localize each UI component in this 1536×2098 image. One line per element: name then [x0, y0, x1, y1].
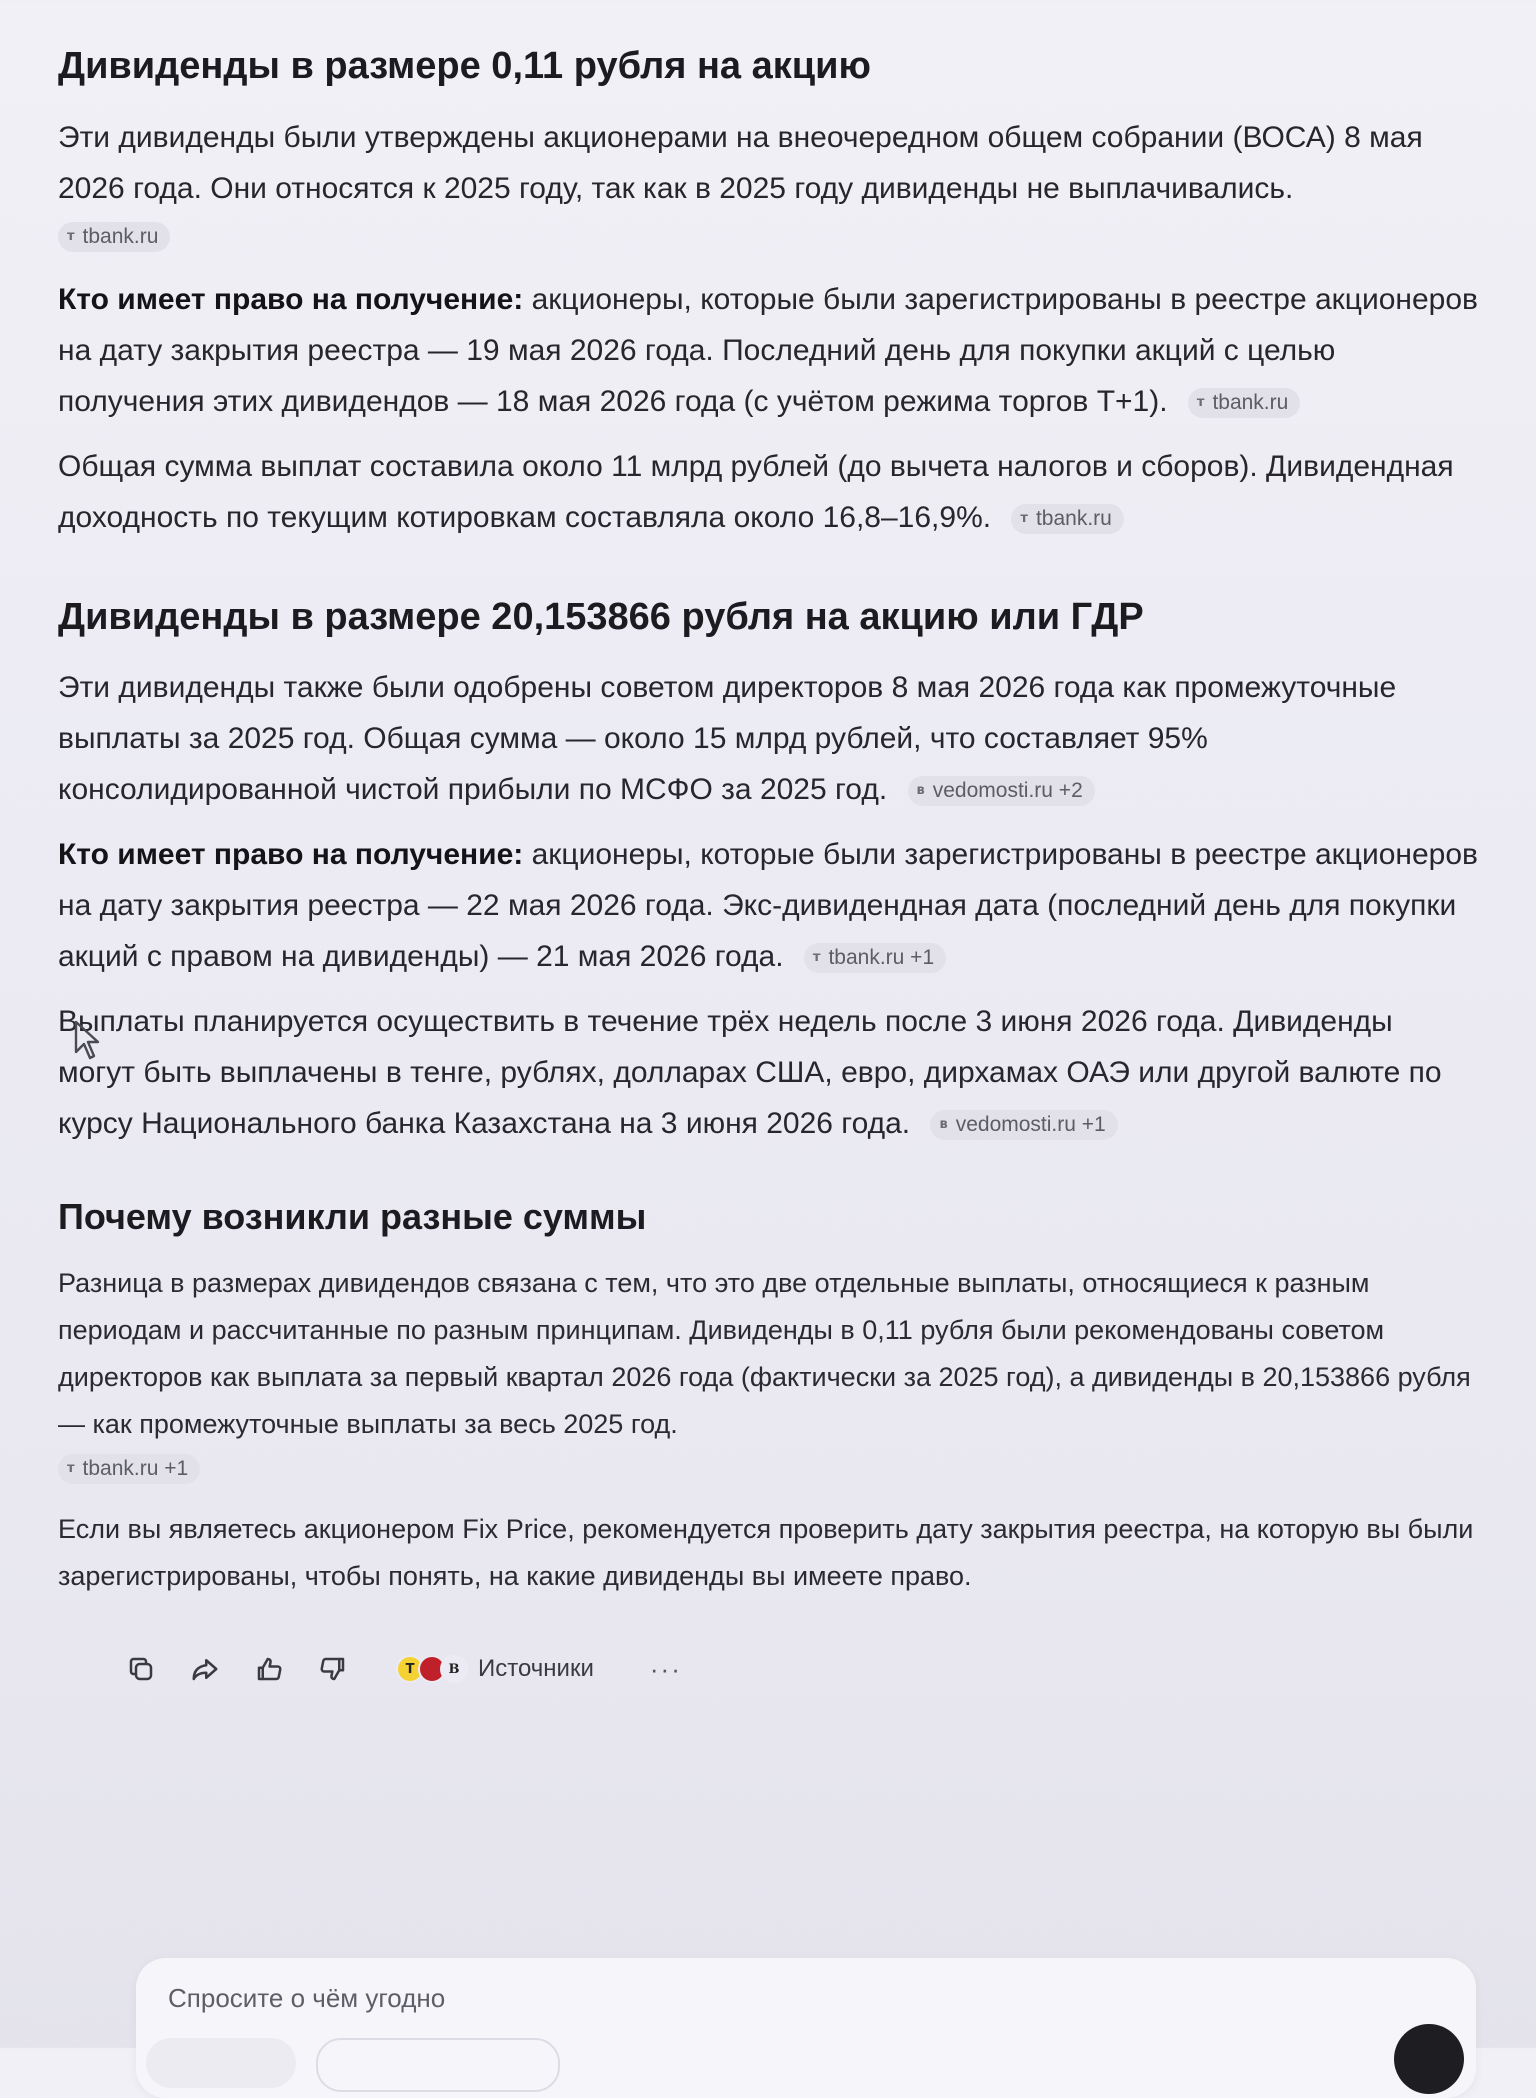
source-chip[interactable] [1188, 388, 1300, 418]
sources-button[interactable] [396, 1655, 594, 1683]
paragraph [58, 829, 1478, 982]
paragraph-label: Кто имеет право на получение: [58, 838, 524, 872]
source-chip[interactable] [1011, 504, 1123, 534]
source-favicon-icon: т [1196, 394, 1205, 410]
paragraph [58, 662, 1478, 815]
source-favicon-icon: в [939, 1117, 948, 1133]
paragraph [58, 274, 1478, 427]
vedomosti-logo-icon: В [440, 1655, 468, 1683]
source-favicon-icon: т [1020, 510, 1028, 526]
thumbs-down-icon[interactable] [316, 1652, 350, 1686]
section-heading: Дивиденды в размере 20,153866 рубля на акцию или ГДР [58, 595, 1144, 638]
voice-send-button[interactable] [1394, 2024, 1464, 2094]
source-label: vedomosti.ru +2 [932, 779, 1083, 803]
paragraph [58, 441, 1478, 543]
source-label: vedomosti.ru +1 [955, 1113, 1106, 1137]
paragraph-text: Выплаты планируется осуществить в течение трёх недель после 3 июня 2026 года. Дивиденды могут быть выплачены в тенге, рублях, долларах США, евро, дирхамах ОАЭ или другой валюте по курсу Национального банка Казахстана на 3 июня 2026 года. [58, 1005, 1442, 1141]
source-favicon-icon: т [812, 950, 821, 966]
paragraph [58, 112, 1478, 214]
share-icon[interactable] [188, 1652, 222, 1686]
source-favicon-icon: т [67, 228, 75, 244]
source-label: tbank.ru +1 [82, 1457, 189, 1481]
source-label: tbank.ru [1035, 506, 1112, 530]
source-chip[interactable] [58, 222, 170, 252]
input-mode-chip[interactable] [316, 2038, 560, 2092]
paragraph-text: акционеры, которые были зарегистрированы в реестре акционеров на дату закрытия реестра — 19 мая 2026 года. Последний день для покупки акций с целью получения этих дивидендов — 18 мая 2026 года (с учётом режима торгов Т+1). [58, 282, 1478, 418]
paragraph [58, 996, 1478, 1149]
source-favicon-icon: т [67, 1461, 75, 1477]
paragraph-label: Кто имеет право на получение: [58, 282, 524, 316]
section-heading: Почему возникли разные суммы [58, 1196, 647, 1238]
source-chip[interactable] [58, 1454, 200, 1484]
source-label: tbank.ru [1212, 390, 1289, 414]
chat-input-box [136, 1958, 1476, 2098]
chat-input[interactable] [166, 1982, 1170, 2015]
answer-content [58, 44, 1478, 1686]
answer-actions-bar [58, 1652, 1478, 1686]
section-heading: Дивиденды в размере 0,11 рубля на акцию [58, 45, 871, 87]
tbank-logo-icon: Т [396, 1655, 424, 1683]
sources-label: Источники [478, 1655, 594, 1683]
source-label: tbank.ru +1 [828, 946, 935, 970]
more-options-icon[interactable]: ··· [649, 1653, 682, 1684]
source-avatars [396, 1655, 468, 1683]
thumbs-up-icon[interactable] [252, 1652, 286, 1686]
source-label: tbank.ru [82, 224, 159, 248]
paragraph-text: Разница в размерах дивидендов связана с тем, что это две отдельные выплаты, относящиеся к разным периодам и рассчитанные по разным принципам. Дивиденды в 0,11 рубля были рекомендованы советом директоров как выплата за первый квартал 2026 года (фактически за 2025 год), а дивиденды в 20,153866 рубля — как промежуточные выплаты за весь 2025 год. [58, 1268, 1471, 1440]
source-chip[interactable] [908, 776, 1095, 806]
paragraph-text: Эти дивиденды также были одобрены советом директоров 8 мая 2026 года как промежуточные выплаты за 2025 год. Общая сумма — около 15 млрд рублей, что составляет 95% консолидированной чистой прибыли по МСФО за 2025 год. [58, 671, 1397, 807]
mouse-cursor-icon [74, 1020, 102, 1060]
input-tool-button[interactable] [146, 2038, 296, 2088]
paragraph [58, 1260, 1478, 1448]
source-chip[interactable] [804, 943, 946, 973]
paragraph [58, 1506, 1478, 1600]
source-chip[interactable] [930, 1110, 1117, 1140]
paragraph-text: Общая сумма выплат составила около 11 млрд рублей (до вычета налогов и сборов). Дивидендная доходность по текущим котировкам составляла около 16,8–16,9%. [58, 449, 1454, 534]
copy-icon[interactable] [124, 1652, 158, 1686]
paragraph-text: Эти дивиденды были утверждены акционерами на внеочередном общем собрании (ВОСА) 8 мая 2026 года. Они относятся к 2025 году, так как в 2025 году дивиденды не выплачивались. [58, 120, 1423, 205]
source-favicon-icon: в [916, 783, 925, 799]
paragraph-text: Если вы являетесь акционером Fix Price, рекомендуется проверить дату закрытия реестра, на которую вы были зарегистрированы, чтобы понять, на какие дивиденды вы имеете право. [58, 1514, 1474, 1592]
paragraph-text: акционеры, которые были зарегистрированы в реестре акционеров на дату закрытия реестра — 22 мая 2026 года. Экс-дивидендная дата (последний день для покупки акций с правом на дивиденды) — 21 мая 2026 года. [58, 838, 1478, 974]
